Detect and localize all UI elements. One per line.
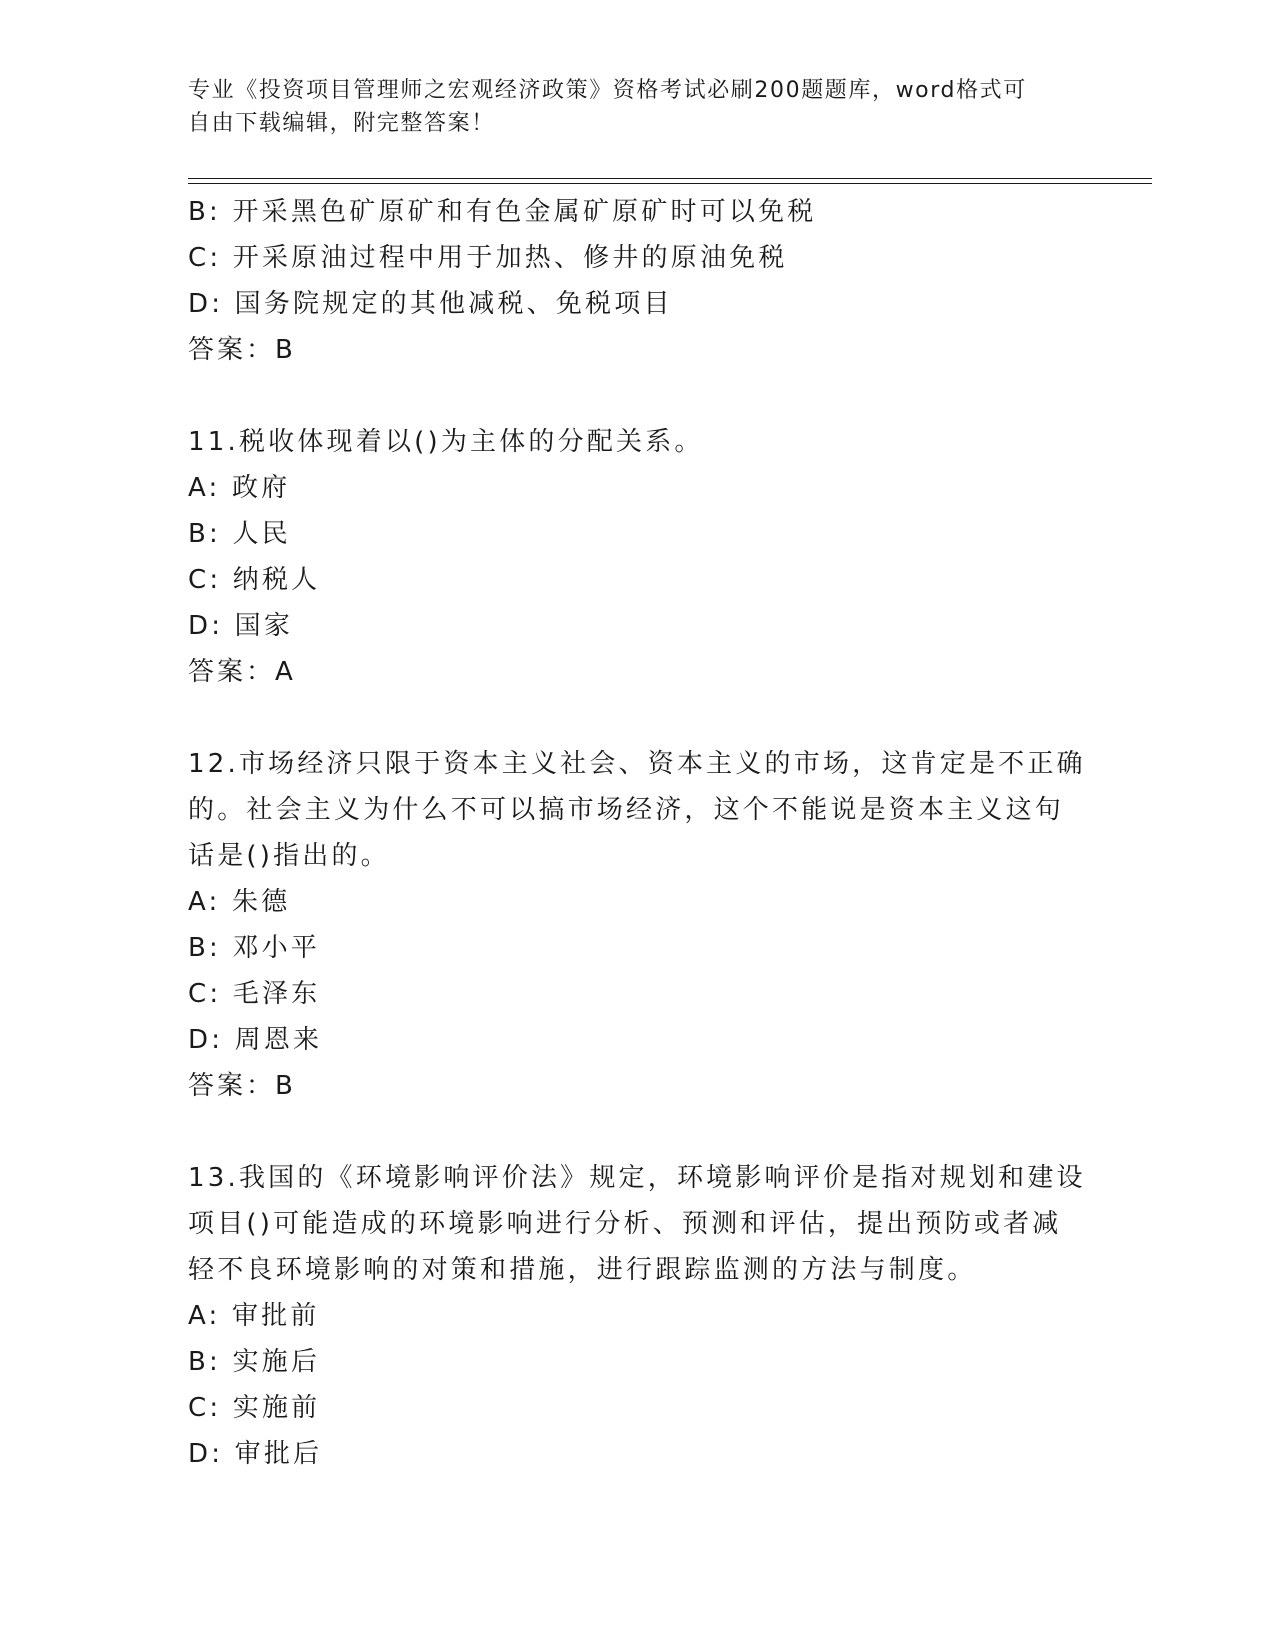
- option-c: C: 毛泽东: [188, 979, 321, 1009]
- option-c: C: 开采原油过程中用于加热、修井的原油免税: [188, 243, 788, 273]
- spacer: [188, 1109, 1068, 1155]
- question-text-line-2: 项目()可能造成的环境影响进行分析、预测和评估，提出预防或者减: [188, 1209, 1062, 1239]
- header-divider-top: [188, 178, 1152, 179]
- answer-line: 答案：B: [188, 1071, 296, 1101]
- question-text: 11.税收体现着以()为主体的分配关系。: [188, 427, 704, 457]
- spacer: [188, 695, 1068, 741]
- header-line-1: 专业《投资项目管理师之宏观经济政策》资格考试必刷200题题库，word格式可: [188, 78, 1027, 103]
- question-text-line-3: 话是()指出的。: [188, 841, 390, 871]
- question-text-line-2: 的。社会主义为什么不可以搞市场经济，这个不能说是资本主义这句: [188, 795, 1065, 825]
- question-list: [188, 189, 1086, 1477]
- question-text-line-3: 轻不良环境影响的对策和措施，进行跟踪监测的方法与制度。: [188, 1255, 977, 1285]
- option-c: C: 实施前: [188, 1393, 321, 1423]
- option-d: D: 国家: [188, 611, 294, 641]
- question-10-tail: [188, 189, 1068, 373]
- question-text-line-1: 12.市场经济只限于资本主义社会、资本主义的市场，这肯定是不正确: [188, 749, 1086, 779]
- spacer: [188, 373, 1068, 419]
- option-a: A: 朱德: [188, 887, 291, 917]
- option-d: D: 周恩来: [188, 1025, 323, 1055]
- header-divider-bottom: [188, 183, 1152, 184]
- document-header: [188, 74, 1068, 140]
- header-line-2: 自由下载编辑，附完整答案！: [188, 111, 495, 136]
- option-b: B: 实施后: [188, 1347, 321, 1377]
- question-13: [188, 1155, 1086, 1477]
- option-b: B: 邓小平: [188, 933, 321, 963]
- option-b: B: 开采黑色矿原矿和有色金属矿原矿时可以免税: [188, 197, 817, 227]
- option-b: B: 人民: [188, 519, 291, 549]
- option-d: D: 国务院规定的其他减税、免税项目: [188, 289, 673, 319]
- answer-line: 答案：A: [188, 657, 296, 687]
- question-11: [188, 419, 1068, 695]
- question-text-line-1: 13.我国的《环境影响评价法》规定，环境影响评价是指对规划和建设: [188, 1163, 1086, 1193]
- option-d: D: 审批后: [188, 1439, 323, 1469]
- option-a: A: 政府: [188, 473, 291, 503]
- answer-line: 答案：B: [188, 335, 296, 365]
- option-a: A: 审批前: [188, 1301, 320, 1331]
- question-12: [188, 741, 1086, 1109]
- option-c: C: 纳税人: [188, 565, 321, 595]
